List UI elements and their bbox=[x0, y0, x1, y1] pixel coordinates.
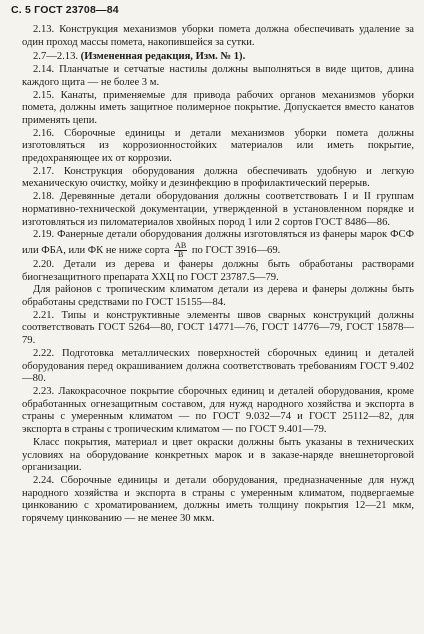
amendment-label: (Измененная редакция, Изм. № 1). bbox=[80, 51, 246, 63]
clause-2-16: 2.16. Сборочные единицы и детали механизмов уборки помета должны изготовляться из коррозионностойких материалов или иметь покрытие, предохраняющее их от коррозии. bbox=[22, 127, 414, 165]
clause-2-19-text: 2.19. Фанерные детали оборудования должны изготовляться из фанеры марок ФСФ или ФБА, или ФК не ниже сорта bbox=[22, 229, 414, 256]
fraction-denominator: B bbox=[177, 249, 184, 259]
clause-2-17: 2.17. Конструкция оборудования должна обеспечивать удобную и легкую механическую очистку, мойку и дезинфекцию в профилактический перерыв. bbox=[22, 165, 414, 190]
clause-2-19 bbox=[22, 229, 414, 259]
clause-2-23-class: Класс покрытия, материал и цвет окраски должны быть указаны в технических условиях на оборудование конкретных марок и в заказе-наряде внешнеторговой организации. bbox=[22, 436, 414, 474]
clause-2-21: 2.21. Типы и конструктивные элементы швов сварных конструкций должны соответствовать ГОСТ 5264—80, ГОСТ 14771—76, ГОСТ 14776—79, ГОСТ 15878—79. bbox=[22, 309, 414, 347]
clause-2-14: 2.14. Планчатые и сетчатые настилы должны выполняться в виде щитов, длина каждого щита — не более 3 м. bbox=[22, 64, 414, 88]
clause-2-15: 2.15. Канаты, применяемые для привода рабочих органов механизмов уборки помета, должны иметь защитное полимерное покрытие. Допускается вместо канатов применять цепи. bbox=[22, 89, 414, 126]
page-header: С. 5 ГОСТ 23708—84 bbox=[11, 4, 119, 16]
clause-2-13: 2.13. Конструкция механизмов уборки помета должна обеспечивать удаление за один проход массы помета, накопившейся за сутки. bbox=[22, 24, 414, 48]
clause-2-18: 2.18. Деревянные детали оборудования должны соответствовать I и II группам нормативно-технической документации, утвержденной в установленном порядке и изготовляться из пиломатериалов хвойных пород 1 или 2 сортов ГОСТ 8486—86. bbox=[22, 191, 414, 228]
fraction-numerator: AB bbox=[175, 240, 187, 250]
grade-fraction bbox=[174, 242, 187, 259]
clause-2-20: 2.20. Детали из дерева и фанеры должны быть обработаны растворами биогнезащитного препарата ХХЦ по ГОСТ 23787.5—79. bbox=[22, 258, 414, 283]
amendment-note bbox=[22, 51, 414, 64]
clause-2-23: 2.23. Лакокрасочное покрытие сборочных единиц и деталей оборудования, кроме обработанных огнезащитным составом, для нужд народного хозяйства и экспорта в страны с умеренным климатом — по ГОСТ 9.032—74 и ГОСТ 25112—82, для экспорта в страны с тропическим климатом — по ГОСТ 9.401—79. bbox=[22, 385, 414, 436]
clause-2-20-tropical: Для районов с тропическим климатом детали из дерева и фанеры должны быть обработаны средствами по ГОСТ 15155—84. bbox=[22, 284, 414, 309]
clause-2-24: 2.24. Сборочные единицы и детали оборудования, предназначенные для нужд народного хозяйства и экспорта в страны с умеренным климатом, подвергаемые цинкованию с хроматированием, должны иметь толщину покрытия 12—21 мкм, горячему цинкованию — не менее 30 мкм. bbox=[22, 474, 414, 525]
clause-2-22: 2.22. Подготовка металлических поверхностей сборочных единиц и деталей оборудования перед окрашиванием должна соответствовать требованиям ГОСТ 9.402—80. bbox=[22, 347, 414, 385]
document-body bbox=[22, 24, 414, 526]
clause-2-19-tail: по ГОСТ 3916—69. bbox=[189, 244, 281, 256]
amendment-range: 2.7—2.13. bbox=[33, 51, 81, 63]
